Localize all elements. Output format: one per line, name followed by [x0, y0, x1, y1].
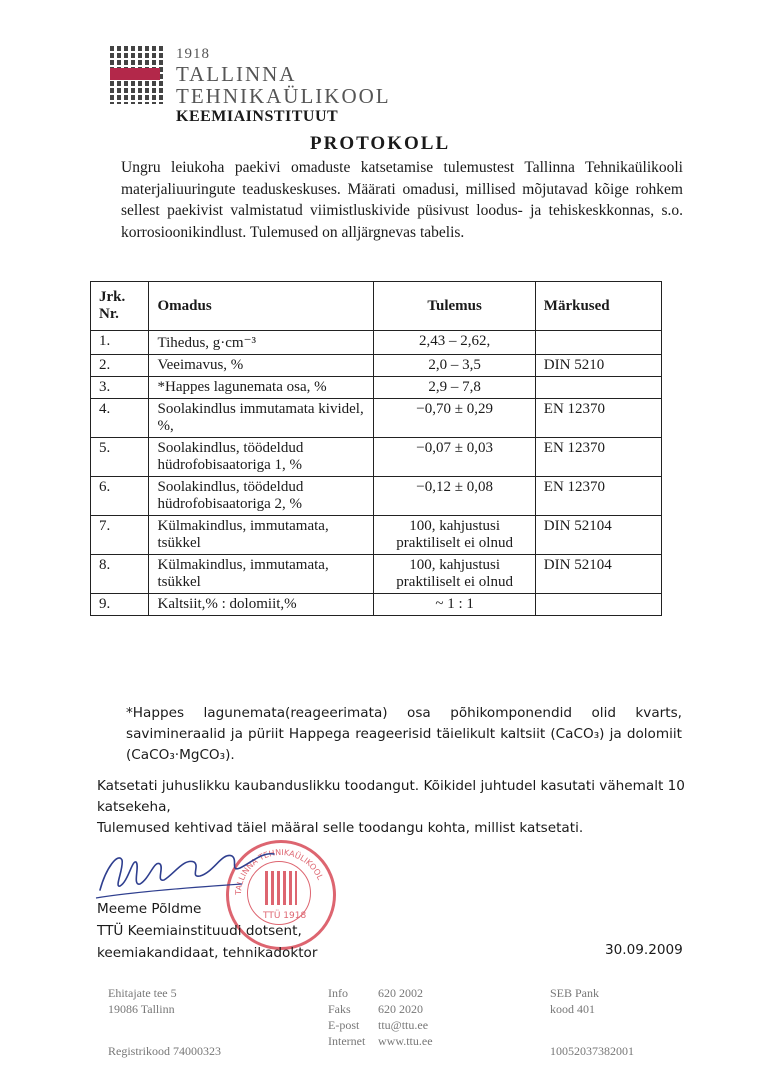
row-result: ~ 1 : 1 — [374, 594, 535, 616]
table-header-row — [91, 282, 662, 331]
row-notes: DIN 5210 — [535, 355, 661, 377]
contact-label: Faks — [328, 1002, 351, 1016]
table-row — [91, 399, 662, 438]
test-note-line: Tulemused kehtivad täiel määral selle toodangu kohta, millist katsetati. — [97, 820, 584, 836]
row-number: 1. — [91, 331, 149, 355]
header-notes: Märkused — [535, 282, 661, 331]
signer-name: Meeme Põldme — [97, 901, 202, 917]
row-result: 2,43 – 2,62, — [374, 331, 535, 355]
contact-label: Internet — [328, 1034, 366, 1048]
footer-contacts — [328, 985, 433, 1049]
header-property: Omadus — [149, 282, 374, 331]
table-row — [91, 477, 662, 516]
row-number: 9. — [91, 594, 149, 616]
row-property: Soolakindlus immutamata kividel, %, — [149, 399, 374, 438]
institute-name: KEEMIAINSTITUUT — [176, 108, 339, 125]
row-property: Soolakindlus, töödeldud hüdrofobisaatoriga 1, % — [149, 438, 374, 477]
row-notes: EN 12370 — [535, 399, 661, 438]
table-row — [91, 555, 662, 594]
contact-value: ttu@ttu.ee — [378, 1018, 429, 1032]
signer-block — [97, 898, 317, 964]
row-property: Kaltsiit,% : dolomiit,% — [149, 594, 374, 616]
table-row — [91, 331, 662, 355]
row-notes — [535, 594, 661, 616]
header-nr: Jrk. Nr. — [91, 282, 149, 331]
logo-name-line1: TALLINNA — [176, 62, 297, 86]
row-property: Tihedus, g·cm⁻³ — [149, 331, 374, 355]
table-row — [91, 594, 662, 616]
row-number: 6. — [91, 477, 149, 516]
stamp-ring-text: TALLINNA TEHNIKAÜLIKOOL — [233, 847, 325, 896]
row-notes — [535, 331, 661, 355]
row-number: 2. — [91, 355, 149, 377]
footer-bank-line: SEB Pank — [550, 986, 600, 1000]
document-date: 30.09.2009 — [605, 942, 683, 958]
table-row — [91, 438, 662, 477]
footer-account: 10052037382001 — [550, 1044, 634, 1058]
logo-year: 1918 — [176, 46, 210, 62]
footer-bank-line: kood 401 — [550, 1002, 595, 1016]
table-row — [91, 377, 662, 399]
table-row — [91, 355, 662, 377]
row-result: 100, kahjustusi praktiliselt ei olnud — [374, 516, 535, 555]
contact-value: www.ttu.ee — [378, 1034, 433, 1048]
row-number: 8. — [91, 555, 149, 594]
test-notes — [97, 776, 697, 839]
contact-value: 620 2020 — [378, 1002, 423, 1016]
row-result: 2,0 – 3,5 — [374, 355, 535, 377]
table-footnote: *Happes lagunemata(reageerimata) osa põhikomponendid olid kvarts, savimineraalid ja püriit Happega reageerisid täielikult kaltsiit (CaCO₃) ja dolomiit (CaCO₃·MgCO₃). — [126, 705, 682, 763]
logo-name-line2: TEHNIKAÜLIKOOL — [176, 84, 391, 108]
row-notes: EN 12370 — [535, 438, 661, 477]
footer-address-line: Ehitajate tee 5 — [108, 986, 177, 1000]
row-result: 100, kahjustusi praktiliselt ei olnud — [374, 555, 535, 594]
row-property: *Happes lagunemata osa, % — [149, 377, 374, 399]
row-result: −0,70 ± 0,29 — [374, 399, 535, 438]
contact-value: 620 2002 — [378, 986, 423, 1000]
contact-label: Info — [328, 986, 348, 1000]
row-notes: DIN 52104 — [535, 516, 661, 555]
row-result: −0,12 ± 0,08 — [374, 477, 535, 516]
row-notes: DIN 52104 — [535, 555, 661, 594]
row-number: 3. — [91, 377, 149, 399]
stamp-text: TTÜ 1918 — [263, 911, 307, 921]
signer-degree: keemiakandidaat, tehnikadoktor — [97, 945, 318, 961]
row-property: Veeimavus, % — [149, 355, 374, 377]
document-title: PROTOKOLL — [310, 133, 451, 154]
row-property: Külmakindlus, immutamata, tsükkel — [149, 516, 374, 555]
intro-paragraph: Ungru leiukoha paekivi omaduste katsetamise tulemustest Tallinna Tehnikaülikooli materjaliuuringute teaduskeskuses. Määrati omadusi, millised mõjutavad kõige rohkem sellest paekivist valmistatud viimistluskivide püsivust loodus- ja tehiskeskkonnas, s.o. korrosioonikindlust. Tulemused on alljärgnevas tabelis. — [121, 159, 683, 241]
row-number: 4. — [91, 399, 149, 438]
footer-regcode: Registrikood 74000323 — [108, 1044, 221, 1058]
row-number: 7. — [91, 516, 149, 555]
test-note-line: Katsetati juhuslikku kaubanduslikku toodangut. Kõikidel juhtudel kasutati vähemalt 10 katsekeha, — [97, 778, 685, 815]
row-property: Soolakindlus, töödeldud hüdrofobisaatoriga 2, % — [149, 477, 374, 516]
results-table — [90, 281, 662, 616]
row-number: 5. — [91, 438, 149, 477]
row-property: Külmakindlus, immutamata, tsükkel — [149, 555, 374, 594]
footer-address-line: 19086 Tallinn — [108, 1002, 175, 1016]
signer-position: TTÜ Keemiainstituudi dotsent, — [97, 923, 302, 939]
row-notes: EN 12370 — [535, 477, 661, 516]
footer-bank — [550, 985, 634, 1059]
row-result: 2,9 – 7,8 — [374, 377, 535, 399]
row-result: −0,07 ± 0,03 — [374, 438, 535, 477]
table-row — [91, 516, 662, 555]
header-result: Tulemus — [374, 282, 535, 331]
logo-bars-icon — [110, 46, 165, 104]
university-logo — [110, 46, 430, 106]
row-notes — [535, 377, 661, 399]
footer-address — [108, 985, 221, 1059]
contact-label: E-post — [328, 1018, 360, 1032]
